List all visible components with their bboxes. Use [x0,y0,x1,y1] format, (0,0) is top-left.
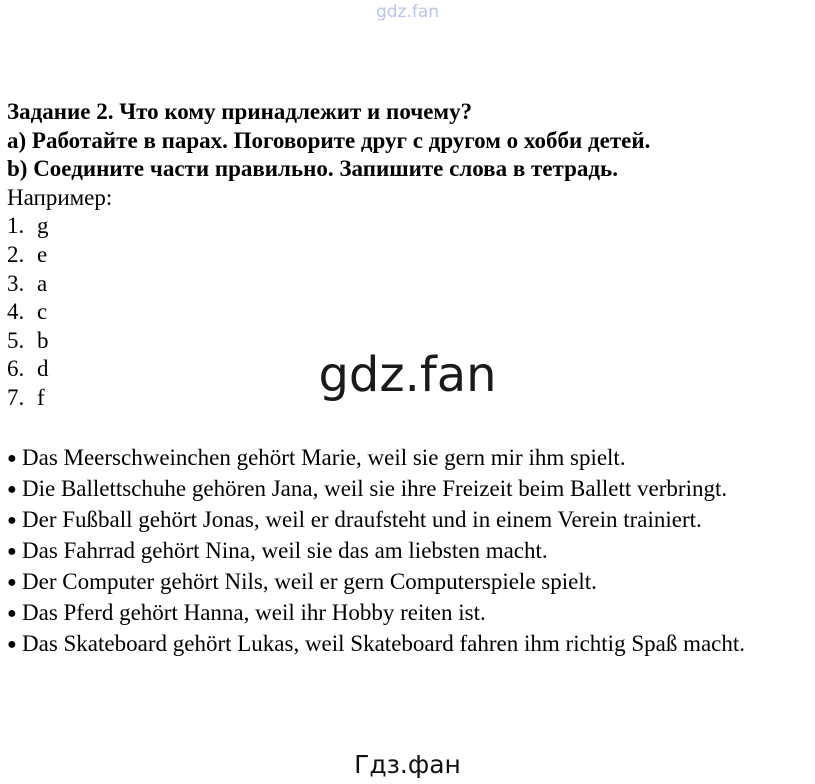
answer-letter: b [37,327,49,353]
task-part-a: a) Работайте в парах. Поговорите друг с другом о хобби детей. [7,127,651,153]
sentence-text: Der Computer gehört Nils, weil er gern Computerspiele spielt. [22,568,597,594]
answer-item [7,241,812,270]
answer-number: 1. [7,213,25,239]
answer-letter: a [37,270,48,296]
sentence-text: Das Meerschweinchen gehört Marie, weil sie gern mir ihm spielt. [22,444,626,470]
sentence-item [7,443,812,474]
example-label: Например: [7,184,113,210]
sentence-list [7,443,812,660]
sentence-text: Das Fahrrad gehört Nina, weil sie das am liebsten macht. [22,537,548,563]
watermark-top: gdz.fan [375,2,440,22]
sentence-text: Die Ballettschuhe gehören Jana, weil sie ihre Freizeit beim Ballett verbringt. [22,475,728,501]
sentence-text: Der Fußball gehört Jonas, weil er draufsteht und in einem Verein trainiert. [22,506,702,532]
bullet-icon: ● [7,480,17,498]
answer-letter: e [37,241,48,267]
answer-number: 4. [7,299,25,325]
answer-letter: g [37,213,49,239]
bullet-icon: ● [7,542,17,560]
task-part-b: b) Соедините части правильно. Запишите слова в тетрадь. [7,156,618,182]
answer-letter: f [37,384,45,410]
bullet-icon: ● [7,604,17,622]
answer-item [7,212,812,241]
answer-number: 5. [7,327,25,353]
sentence-item [7,536,812,567]
sentence-item [7,629,812,660]
sentence-item [7,505,812,536]
spacer [7,413,812,443]
bullet-icon: ● [7,573,17,591]
sentence-text: Das Pferd gehört Hanna, weil ihr Hobby reiten ist. [22,599,486,625]
answer-number: 6. [7,356,25,382]
answer-number: 3. [7,270,25,296]
answer-number: 7. [7,384,25,410]
bullet-icon: ● [7,635,17,653]
answer-item [7,298,812,327]
sentence-item [7,598,812,629]
answer-number: 2. [7,241,25,267]
sentence-item [7,474,812,505]
bullet-icon: ● [7,449,17,467]
sentence-text: Das Skateboard gehört Lukas, weil Skateboard fahren ihm richtig Spaß macht. [22,630,746,656]
watermark-bottom: Гдз.фан [354,750,461,779]
watermark-center: gdz.fan [318,347,497,403]
answer-letter: c [37,299,48,325]
answer-letter: d [37,356,49,382]
bullet-icon: ● [7,511,17,529]
sentence-item [7,567,812,598]
answer-item [7,270,812,299]
task-title: Задание 2. Что кому принадлежит и почему? [7,99,473,124]
